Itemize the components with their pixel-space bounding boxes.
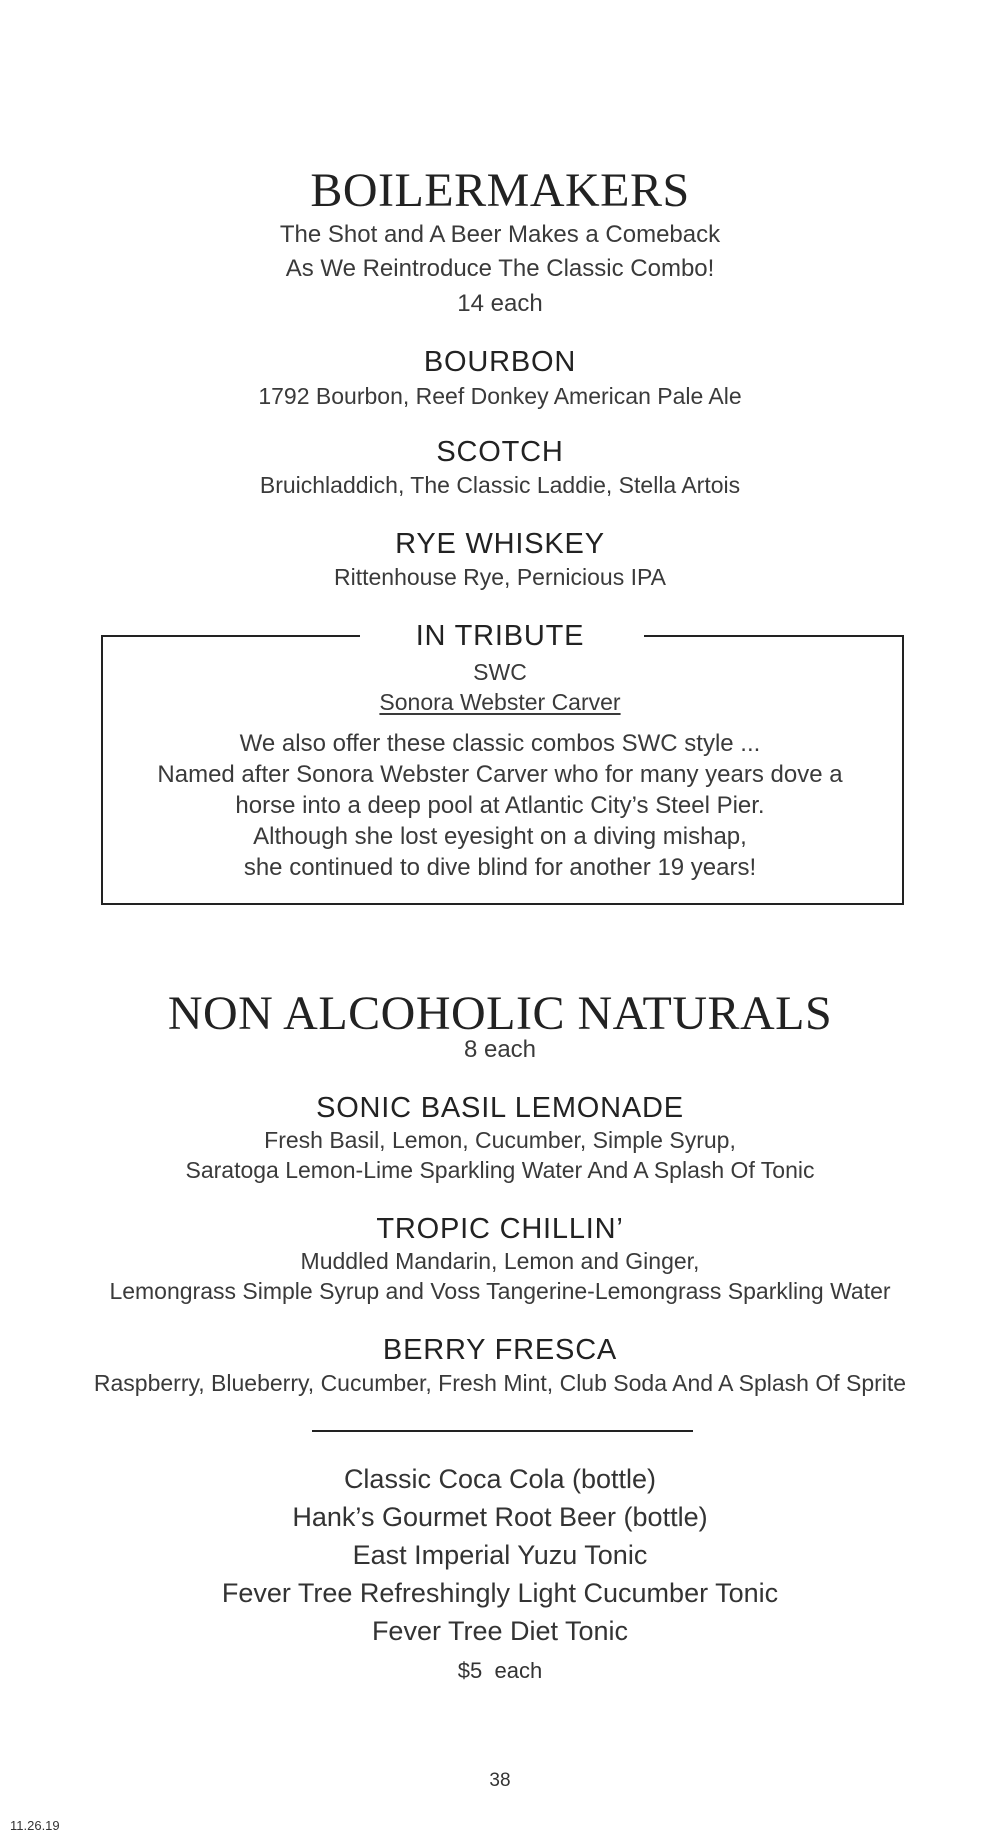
- rye-whiskey-item-description: Rittenhouse Rye, Pernicious IPA: [334, 564, 666, 590]
- bourbon-item-title: BOURBON: [423, 346, 577, 378]
- tribute-name-text: Sonora Webster Carver: [379, 689, 621, 715]
- tribute-body-line: Although she lost eyesight on a diving mishap,: [253, 823, 747, 850]
- description-line: Fresh Basil, Lemon, Cucumber, Simple Syrup,: [264, 1127, 736, 1153]
- bottled-drink-item: East Imperial Yuzu Tonic: [352, 1540, 648, 1570]
- boilermakers-price: 14 each: [457, 290, 543, 317]
- tribute-frame-bottom: [101, 903, 904, 905]
- boilermakers-heading: BOILERMAKERS: [310, 164, 690, 217]
- scotch-item-description: Bruichladdich, The Classic Laddie, Stella Artois: [259, 472, 741, 498]
- boilermakers-subtitle-line1: The Shot and A Beer Makes a Comeback: [279, 221, 721, 248]
- tribute-name: [0, 687, 1000, 717]
- bottled-drink-item: Hank’s Gourmet Root Beer (bottle): [292, 1502, 708, 1532]
- tribute-body-line: horse into a deep pool at Atlantic City’s Steel Pier.: [235, 792, 765, 819]
- tribute-body-line: she continued to dive blind for another 19 years!: [243, 854, 757, 881]
- date-stamp: 11.26.19: [10, 1818, 60, 1833]
- tribute-heading: IN TRIBUTE: [415, 620, 585, 652]
- bottled-drinks-list: [0, 1460, 1000, 1650]
- sonic-basil-lemonade-description: [0, 1125, 1000, 1185]
- boilermakers-subtitle-line2: As We Reintroduce The Classic Combo!: [285, 255, 715, 282]
- tribute-body-line: Named after Sonora Webster Carver who for many years dove a: [157, 761, 843, 788]
- description-line: Raspberry, Blueberry, Cucumber, Fresh Mint, Club Soda And A Splash Of Sprite: [93, 1370, 907, 1396]
- tribute-body: [0, 728, 1000, 883]
- description-line: Muddled Mandarin, Lemon and Ginger,: [300, 1248, 700, 1274]
- tribute-body-line: We also offer these classic combos SWC style ...: [239, 730, 761, 757]
- page-number: 38: [489, 1770, 511, 1791]
- berry-fresca-description: [0, 1368, 1000, 1398]
- section-divider: [312, 1430, 693, 1432]
- sonic-basil-lemonade-title: SONIC BASIL LEMONADE: [316, 1092, 684, 1124]
- bottled-drink-item: Fever Tree Diet Tonic: [371, 1616, 629, 1646]
- bottled-drink-item: Classic Coca Cola (bottle): [343, 1464, 657, 1494]
- bottled-drink-item: Fever Tree Refreshingly Light Cucumber Tonic: [221, 1578, 779, 1608]
- rye-whiskey-item-title: RYE WHISKEY: [395, 528, 605, 560]
- non-alcoholic-heading: NON ALCOHOLIC NATURALS: [167, 987, 833, 1040]
- tropic-chillin-description: [0, 1246, 1000, 1306]
- scotch-item-title: SCOTCH: [436, 436, 564, 468]
- description-line: Lemongrass Simple Syrup and Voss Tangerine-Lemongrass Sparkling Water: [109, 1278, 891, 1304]
- tropic-chillin-title: TROPIC CHILLIN’: [376, 1213, 624, 1245]
- tribute-abbreviation: SWC: [473, 659, 527, 685]
- non-alcoholic-price: 8 each: [463, 1036, 537, 1063]
- bottled-drinks-price: $5 each: [457, 1658, 543, 1683]
- bourbon-item-description: 1792 Bourbon, Reef Donkey American Pale Ale: [258, 383, 742, 409]
- description-line: Saratoga Lemon-Lime Sparkling Water And A Splash Of Tonic: [185, 1157, 815, 1183]
- berry-fresca-title: BERRY FRESCA: [382, 1334, 618, 1366]
